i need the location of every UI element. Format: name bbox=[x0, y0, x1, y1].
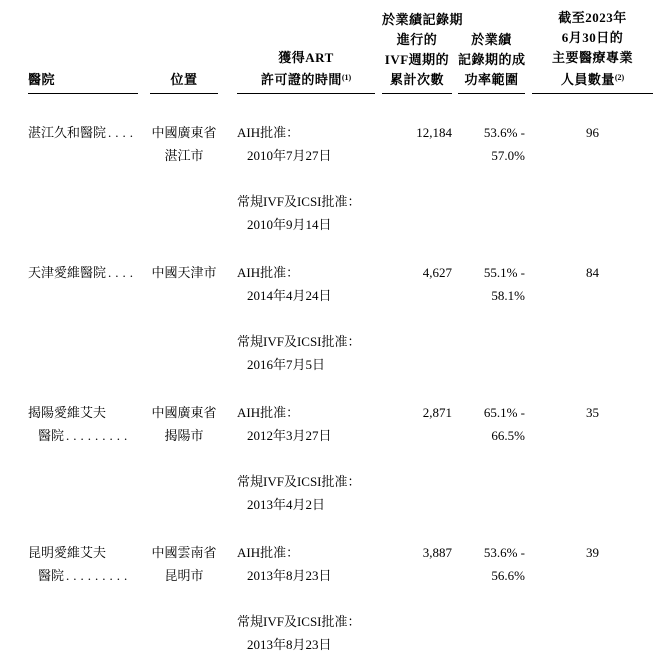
hospital-name-line2: 醫院 bbox=[38, 428, 65, 443]
table-row bbox=[28, 121, 666, 236]
ivf-icsi-approval-label: 常規IVF及ICSI批准： bbox=[237, 194, 361, 209]
staff-count-value: 39 bbox=[586, 545, 599, 560]
location-province: 中國雲南省 bbox=[151, 545, 217, 560]
staff-count-cell bbox=[532, 261, 653, 376]
ivf-icsi-approval-label: 常規IVF及ICSI批准： bbox=[237, 334, 361, 349]
location-province: 中國天津市 bbox=[151, 265, 217, 280]
header-staff-line3: 主要醫療專業 bbox=[551, 50, 633, 65]
header-staff-line1: 截至2023年 bbox=[558, 10, 627, 25]
staff-count-cell bbox=[532, 401, 653, 516]
header-location-label: 位置 bbox=[170, 72, 198, 87]
table-row bbox=[28, 261, 666, 376]
staff-count-cell bbox=[532, 121, 653, 236]
ivf-icsi-approval-label: 常規IVF及ICSI批准： bbox=[237, 614, 361, 629]
header-ivf-line4: 累計次數 bbox=[389, 72, 444, 87]
footnote-2-marker: (2) bbox=[614, 73, 625, 82]
success-rate-high: 66.5% bbox=[491, 428, 525, 443]
header-staff-line4-text: 人員數量 bbox=[560, 72, 615, 87]
ivf-cycles-value: 3,887 bbox=[422, 545, 452, 560]
aih-approval-date: 2010年7月27日 bbox=[247, 148, 332, 163]
location-cell bbox=[150, 541, 218, 656]
staff-count-value: 35 bbox=[586, 405, 599, 420]
staff-count-value: 84 bbox=[586, 265, 599, 280]
success-rate-cell bbox=[458, 261, 525, 376]
dot-leader: ......... bbox=[66, 428, 132, 443]
location-province: 中國廣東省 bbox=[151, 125, 217, 140]
hospital-name-cell bbox=[28, 121, 138, 236]
header-staff-line4 bbox=[532, 68, 653, 90]
table-header bbox=[28, 8, 666, 94]
dot-leader: .... bbox=[108, 125, 138, 140]
header-success-line2: 記錄期的成 bbox=[458, 52, 526, 67]
success-rate-low: 53.6% - bbox=[483, 545, 525, 560]
hospital-name: 揭陽愛維艾夫 bbox=[28, 405, 107, 420]
location-city: 昆明市 bbox=[164, 568, 204, 583]
aih-approval-label: AIH批准： bbox=[237, 405, 300, 420]
success-rate-high: 56.6% bbox=[491, 568, 525, 583]
hospital-name-cell bbox=[28, 261, 138, 376]
success-rate-cell bbox=[458, 401, 525, 516]
header-hospital bbox=[28, 70, 138, 94]
ivf-cycles-cell bbox=[382, 541, 452, 656]
ivf-cycles-cell bbox=[382, 401, 452, 516]
license-time-cell bbox=[237, 401, 375, 516]
location-city: 湛江市 bbox=[164, 148, 204, 163]
table-row bbox=[28, 401, 666, 516]
header-ivf-line3: IVF週期的 bbox=[384, 52, 450, 67]
header-art-license-time bbox=[237, 48, 375, 94]
success-rate-high: 58.1% bbox=[491, 288, 525, 303]
dot-leader: .... bbox=[108, 265, 138, 280]
table-body bbox=[28, 121, 666, 656]
ivf-cycles-value: 2,871 bbox=[422, 405, 452, 420]
staff-count-cell bbox=[532, 541, 653, 656]
hospital-name-cell bbox=[28, 541, 138, 656]
success-rate-high: 57.0% bbox=[491, 148, 525, 163]
aih-approval-date: 2014年4月24日 bbox=[247, 288, 332, 303]
location-city: 揭陽市 bbox=[164, 428, 204, 443]
ivf-cycles-cell bbox=[382, 121, 452, 236]
header-art-line2 bbox=[237, 68, 375, 90]
ivf-icsi-approval-date: 2016年7月5日 bbox=[247, 357, 326, 372]
header-location bbox=[150, 70, 218, 94]
header-art-line2-text: 許可證的時間 bbox=[260, 72, 342, 87]
aih-approval-label: AIH批准： bbox=[237, 265, 300, 280]
dot-leader: ......... bbox=[66, 568, 132, 583]
location-cell bbox=[150, 401, 218, 516]
success-rate-cell bbox=[458, 541, 525, 656]
ivf-icsi-approval-date: 2013年4月2日 bbox=[247, 497, 326, 512]
hospital-name-line2: 醫院 bbox=[38, 568, 65, 583]
hospital-name: 天津愛維醫院 bbox=[28, 265, 107, 280]
ivf-icsi-approval-label: 常規IVF及ICSI批准： bbox=[237, 474, 361, 489]
ivf-cycles-cell bbox=[382, 261, 452, 376]
header-hospital-label: 醫院 bbox=[28, 72, 56, 87]
success-rate-cell bbox=[458, 121, 525, 236]
header-success-line1: 於業績 bbox=[471, 32, 512, 47]
header-ivf-line2: 進行的 bbox=[396, 32, 438, 47]
license-time-cell bbox=[237, 121, 375, 236]
table-row bbox=[28, 541, 666, 656]
staff-count-value: 96 bbox=[586, 125, 599, 140]
location-cell bbox=[150, 121, 218, 236]
license-time-cell bbox=[237, 541, 375, 656]
header-success-rate bbox=[458, 30, 525, 94]
aih-approval-label: AIH批准： bbox=[237, 545, 300, 560]
ivf-icsi-approval-date: 2013年8月23日 bbox=[247, 637, 332, 652]
header-ivf-cycles bbox=[382, 10, 464, 94]
hospital-name: 昆明愛維艾夫 bbox=[28, 545, 107, 560]
header-staff-count bbox=[532, 8, 653, 94]
license-time-cell bbox=[237, 261, 375, 376]
ivf-icsi-approval-date: 2010年9月14日 bbox=[247, 217, 332, 232]
location-province: 中國廣東省 bbox=[151, 405, 217, 420]
aih-approval-label: AIH批准： bbox=[237, 125, 300, 140]
location-city bbox=[150, 284, 218, 307]
header-ivf-line1: 於業績記錄期 bbox=[382, 12, 464, 27]
header-art-line1: 獲得ART bbox=[278, 50, 334, 65]
success-rate-low: 53.6% - bbox=[483, 125, 525, 140]
success-rate-low: 55.1% - bbox=[483, 265, 525, 280]
location-cell bbox=[150, 261, 218, 376]
aih-approval-date: 2013年8月23日 bbox=[247, 568, 332, 583]
ivf-cycles-value: 4,627 bbox=[422, 265, 452, 280]
footnote-1-marker: (1) bbox=[341, 73, 352, 82]
header-success-line3: 功率範圍 bbox=[464, 72, 519, 87]
header-staff-line2: 6月30日的 bbox=[561, 30, 624, 45]
aih-approval-date: 2012年3月27日 bbox=[247, 428, 332, 443]
ivf-cycles-value: 12,184 bbox=[416, 125, 452, 140]
success-rate-low: 65.1% - bbox=[483, 405, 525, 420]
hospital-name-cell bbox=[28, 401, 138, 516]
hospital-name: 湛江久和醫院 bbox=[28, 125, 107, 140]
